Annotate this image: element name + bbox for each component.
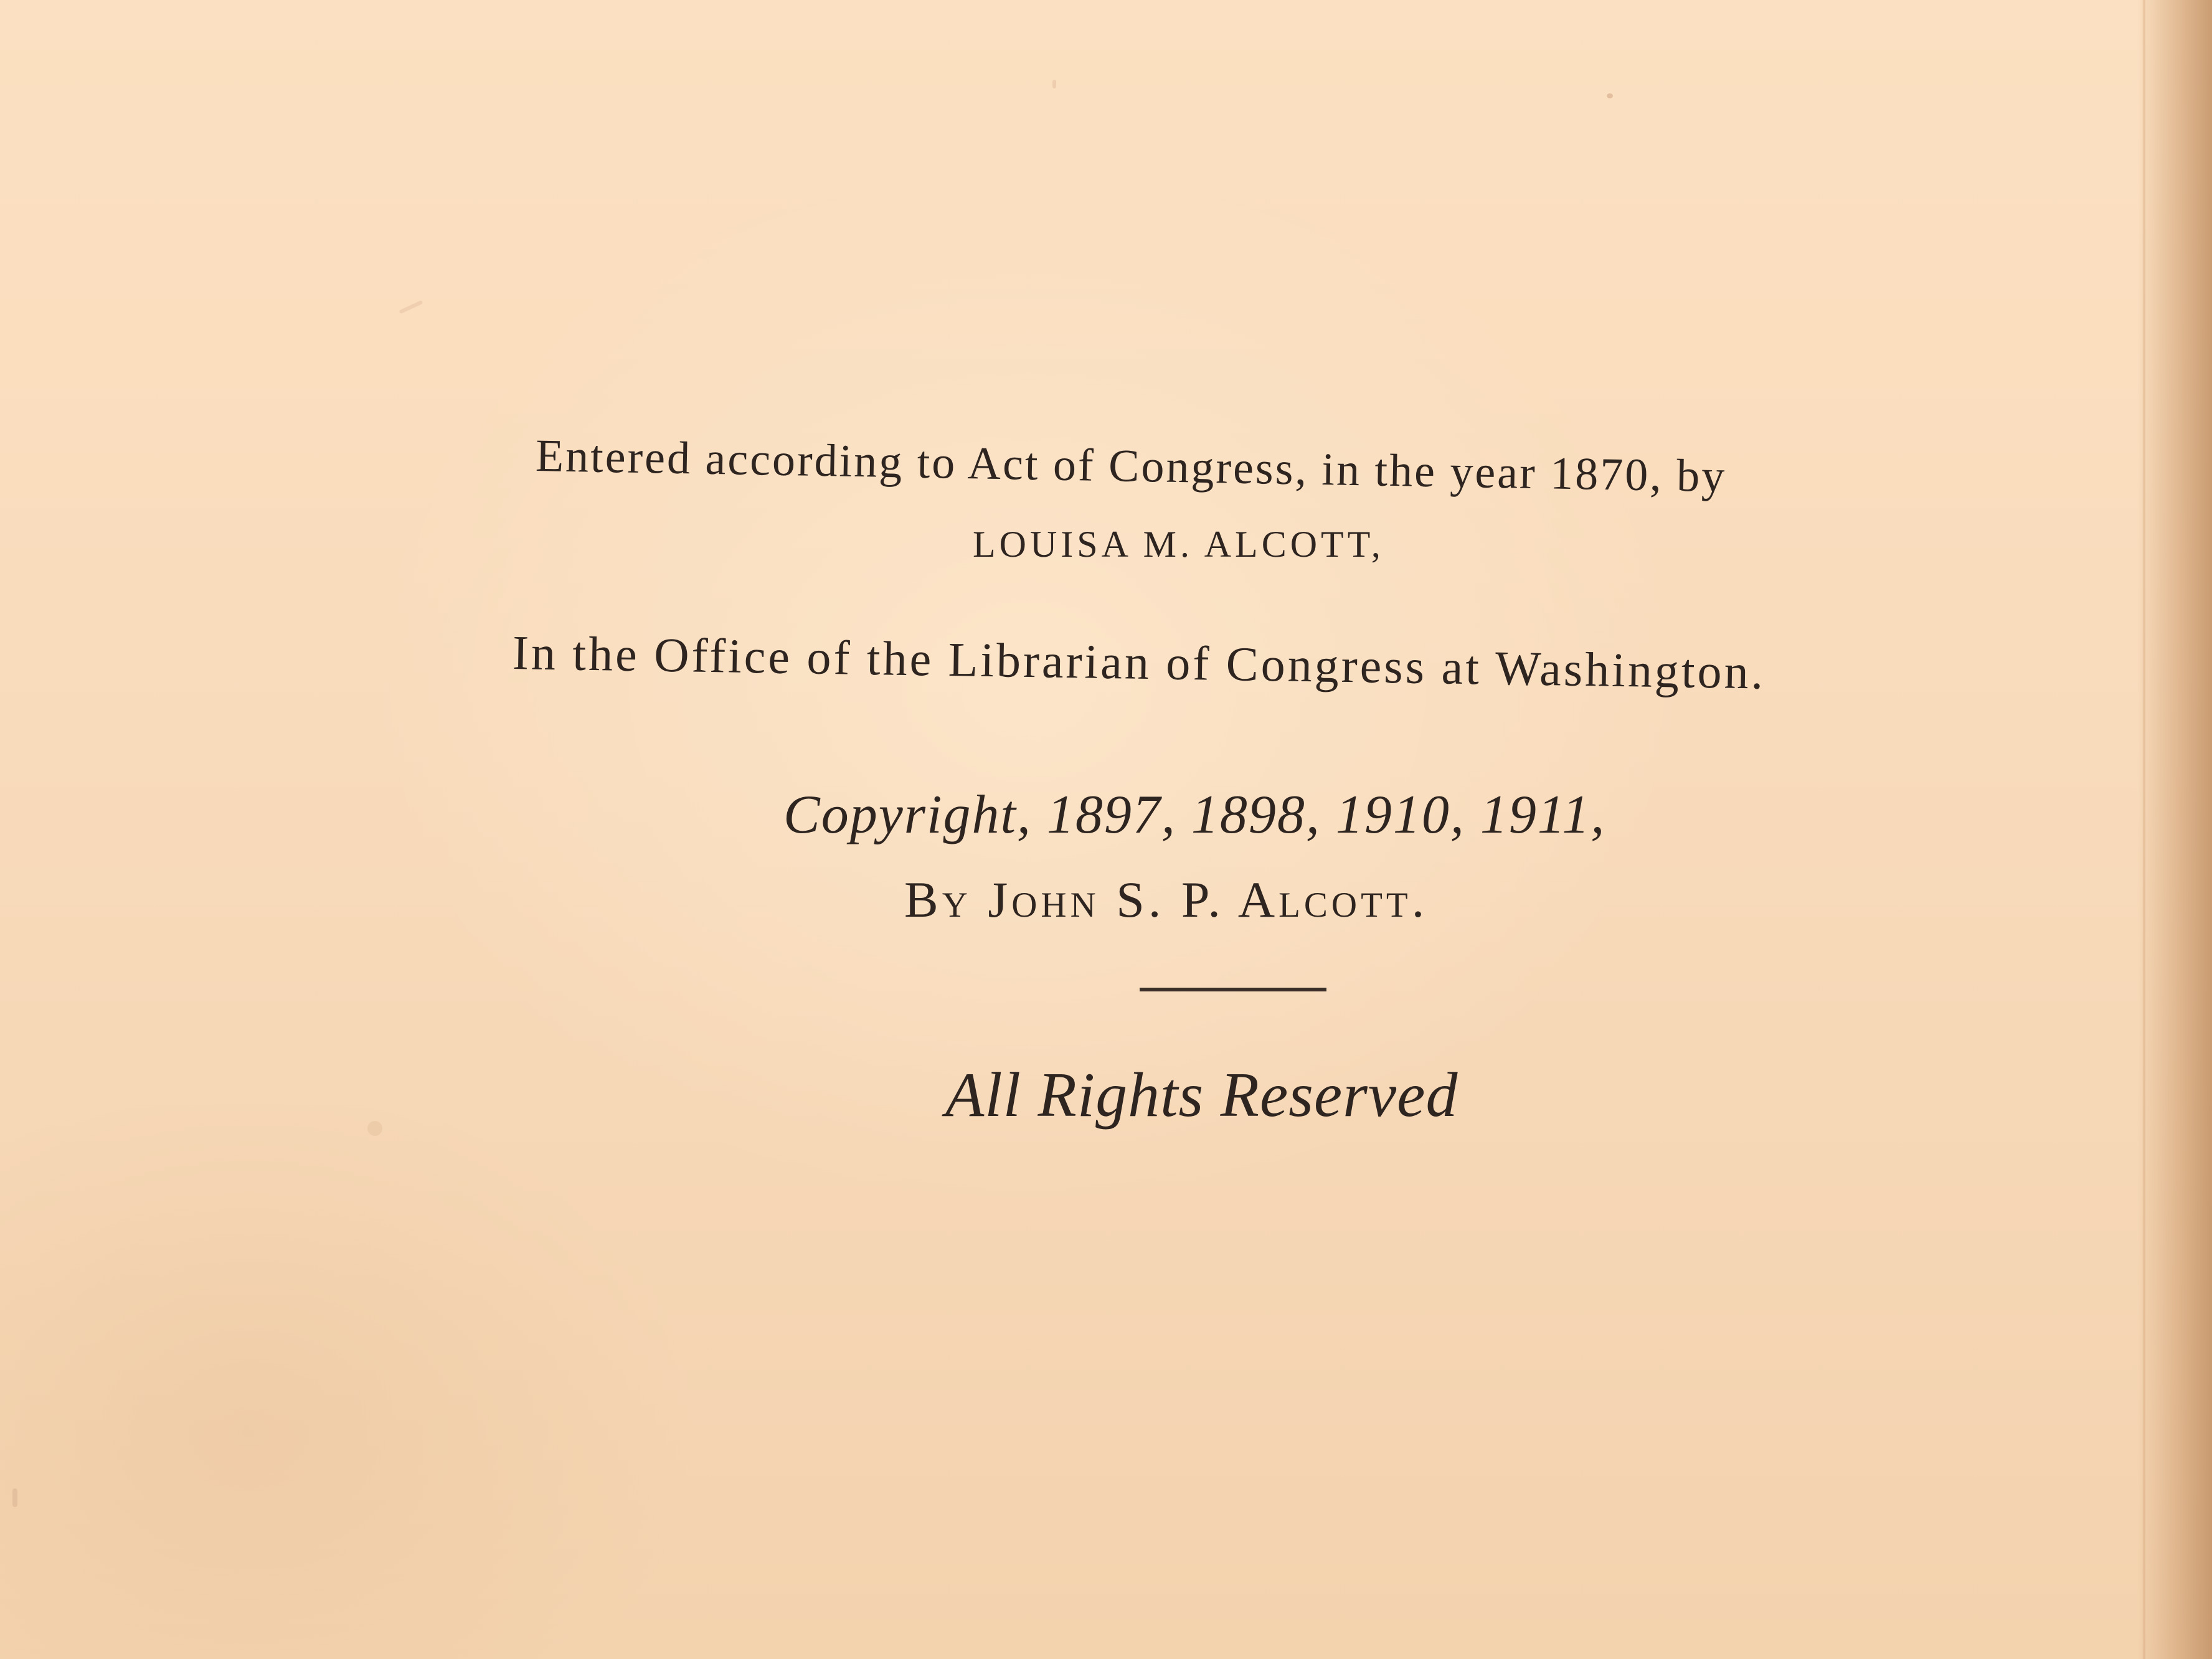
rights-reserved-line: All Rights Reserved	[945, 1060, 1458, 1130]
office-notice-line: In the Office of the Librarian of Congress at Washington.	[512, 625, 1766, 699]
paper-speck	[1607, 93, 1613, 98]
copyright-years-line: Copyright, 1897, 1898, 1910, 1911,	[783, 785, 1606, 845]
paper-speck	[1052, 80, 1056, 88]
copyright-holder-line: By John S. P. Alcott.	[904, 871, 1429, 928]
paper-speck	[367, 1121, 382, 1136]
divider-rule	[1140, 988, 1326, 991]
entry-notice-line: Entered according to Act of Congress, in the year 1870, by	[535, 430, 1727, 503]
paper-speck	[399, 300, 423, 314]
page-fold	[2142, 0, 2146, 1659]
author-name-line: LOUISA M. ALCOTT,	[973, 524, 1384, 565]
page-gutter-shadow	[2137, 0, 2212, 1659]
paper-speck	[12, 1488, 17, 1507]
